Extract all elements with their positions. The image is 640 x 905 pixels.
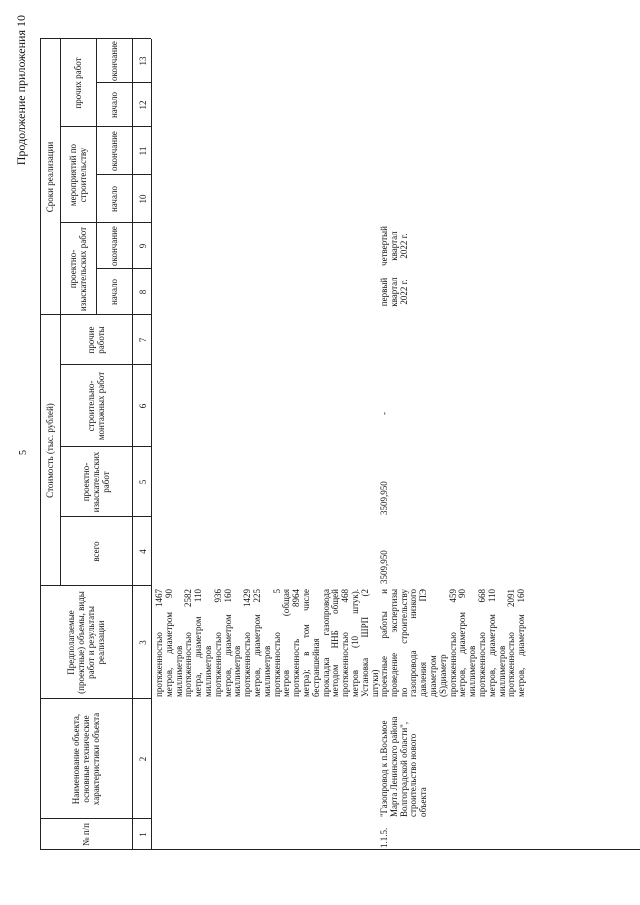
purpose-line: миллиметров	[261, 645, 272, 697]
purpose-line: метров, диаметром 160	[222, 589, 233, 697]
continuation-title: Продолжение приложения 10	[14, 15, 28, 166]
column-number: 7	[138, 337, 148, 343]
table-border	[40, 39, 41, 850]
purpose-line: протяженность 8964	[291, 589, 302, 697]
construction-cost: -	[379, 412, 389, 415]
purpose-line: протяженностью 668	[476, 589, 487, 697]
table-border	[60, 39, 61, 586]
table-border	[151, 39, 152, 850]
purpose-line: давления ПЭ	[418, 589, 429, 697]
purpose-line: по строительству	[398, 589, 409, 697]
purpose-line: метра, диаметром 110	[193, 589, 204, 697]
header-other-start: начало	[109, 91, 119, 119]
term-line: квартал	[388, 231, 399, 261]
table-border	[40, 698, 151, 699]
design-end-term	[380, 223, 409, 269]
page-number: 5	[18, 450, 29, 455]
term-line: первый	[379, 277, 389, 307]
purpose-line: протяженностью 2582	[183, 589, 194, 697]
purpose-line: протяженностью 2091	[506, 589, 517, 697]
column-number: 10	[138, 194, 148, 204]
header-purpose: Предполагаемые (проектные) объемы, виды работ и результаты реализации	[66, 591, 106, 694]
table-border	[96, 39, 97, 315]
design-start-term	[380, 271, 409, 313]
purpose-line: Установка ШРП (2	[359, 589, 370, 697]
continued-purpose-cell	[155, 589, 380, 697]
term-line: 2022 г.	[398, 233, 409, 259]
header-terms-group: Сроки реализации	[45, 141, 55, 213]
header-other-cost: прочие работы	[86, 326, 106, 354]
header-design-cost: проектно-изыскательских работ	[81, 451, 111, 513]
purpose-line: метров (общая	[281, 589, 292, 697]
term-line: четвертый	[379, 226, 389, 266]
header-other-works: прочих работ	[73, 57, 83, 109]
purpose-line: метров, диаметром 90	[163, 589, 174, 697]
table-border	[60, 446, 151, 447]
purpose-line: метров, диаметром 90	[457, 589, 468, 697]
purpose-line: метров (10 штук).	[349, 589, 360, 697]
term-line: 2022 г.	[398, 279, 409, 305]
table-border	[96, 268, 151, 269]
purpose-line: протяженностью 1467	[154, 589, 164, 697]
purpose-line: миллиметров	[173, 645, 184, 697]
column-number: 4	[138, 549, 148, 554]
column-number: 9	[138, 243, 148, 249]
column-number: 3	[138, 640, 148, 645]
total-cost: 3509,950	[379, 550, 389, 584]
purpose-line: проведение экспертизы	[388, 589, 399, 697]
header-other-end: окончание	[109, 41, 119, 81]
purpose-line: протяженностью 5	[271, 589, 282, 697]
column-number: 5	[138, 479, 148, 485]
table-border	[60, 516, 151, 517]
purpose-line: протяженностью 468	[340, 589, 351, 697]
name-line: строительство нового	[408, 733, 419, 817]
purpose-cell	[380, 589, 527, 697]
table-border	[40, 38, 151, 39]
name-line: Марта Ленинского района	[388, 716, 399, 817]
purpose-line: штуки)	[369, 669, 380, 697]
purpose-line: прокладка газопровода	[320, 589, 331, 697]
purpose-line: бестраншейная	[310, 638, 321, 697]
table-border	[96, 82, 151, 83]
purpose-line: метров, диаметром 110	[486, 589, 497, 697]
table-border	[132, 39, 133, 850]
table-border	[40, 818, 151, 819]
column-number: 8	[138, 289, 148, 295]
object-name-cell	[380, 701, 429, 817]
purpose-line: протяженностью 936	[212, 589, 223, 697]
design-cost: 3509,950	[379, 481, 389, 515]
purpose-line: проектные работы и	[379, 589, 389, 697]
column-number: 12	[138, 100, 148, 110]
purpose-line: миллиметров	[496, 645, 507, 697]
header-object-name: Наименование объекта, основные технические характеристики объекта	[71, 712, 101, 806]
purpose-line: метра); в том числе	[300, 589, 311, 697]
row-number: 1.1.5.	[379, 827, 389, 848]
table-border	[40, 585, 151, 586]
term-line: квартал	[388, 277, 399, 307]
header-total: всего	[91, 541, 101, 562]
purpose-line: миллиметров	[232, 645, 243, 697]
purpose-line: диаметром	[427, 655, 438, 697]
column-number: 6	[138, 403, 148, 409]
purpose-line: протяженностью 1429	[242, 589, 253, 697]
column-number: 2	[138, 756, 148, 762]
purpose-line: методом ННБ общей	[330, 589, 341, 697]
header-num: № п/п	[81, 823, 91, 846]
table-border	[40, 314, 151, 315]
header-cost-group: Стоимость (тыс. рублей)	[45, 403, 55, 498]
column-number: 13	[138, 56, 148, 66]
purpose-line: миллиметров	[467, 645, 478, 697]
purpose-line: миллиметров	[202, 645, 213, 697]
header-construction-events: мероприятий по строительству	[68, 143, 88, 207]
table-border	[60, 222, 151, 223]
purpose-line: метров, диаметром 160	[516, 589, 527, 697]
purpose-line: газопровода низкого	[408, 589, 419, 697]
header-construction-end: окончание	[109, 131, 119, 171]
purpose-line: метров, диаметром 225	[251, 589, 262, 697]
header-construction-cost: строительно-монтажных работ	[86, 371, 106, 441]
header-design-end: окончание	[109, 226, 119, 266]
header-design-works: проектно-изыскательских работ	[68, 226, 88, 312]
table-border	[60, 364, 151, 365]
name-line: объекта	[418, 787, 429, 817]
name-line: "Газопровод к п.Восьмое	[379, 720, 389, 817]
purpose-line: (S)диаметр	[437, 654, 448, 697]
column-number: 11	[138, 146, 148, 156]
header-construction-start: начало	[109, 185, 119, 213]
table-border	[40, 849, 640, 850]
header-design-start: начало	[109, 278, 119, 306]
table-border	[96, 174, 151, 175]
column-number: 1	[138, 832, 148, 837]
purpose-line: протяженностью 459	[447, 589, 458, 697]
name-line: Волгоградской области",	[398, 721, 409, 817]
table-border	[60, 126, 151, 127]
